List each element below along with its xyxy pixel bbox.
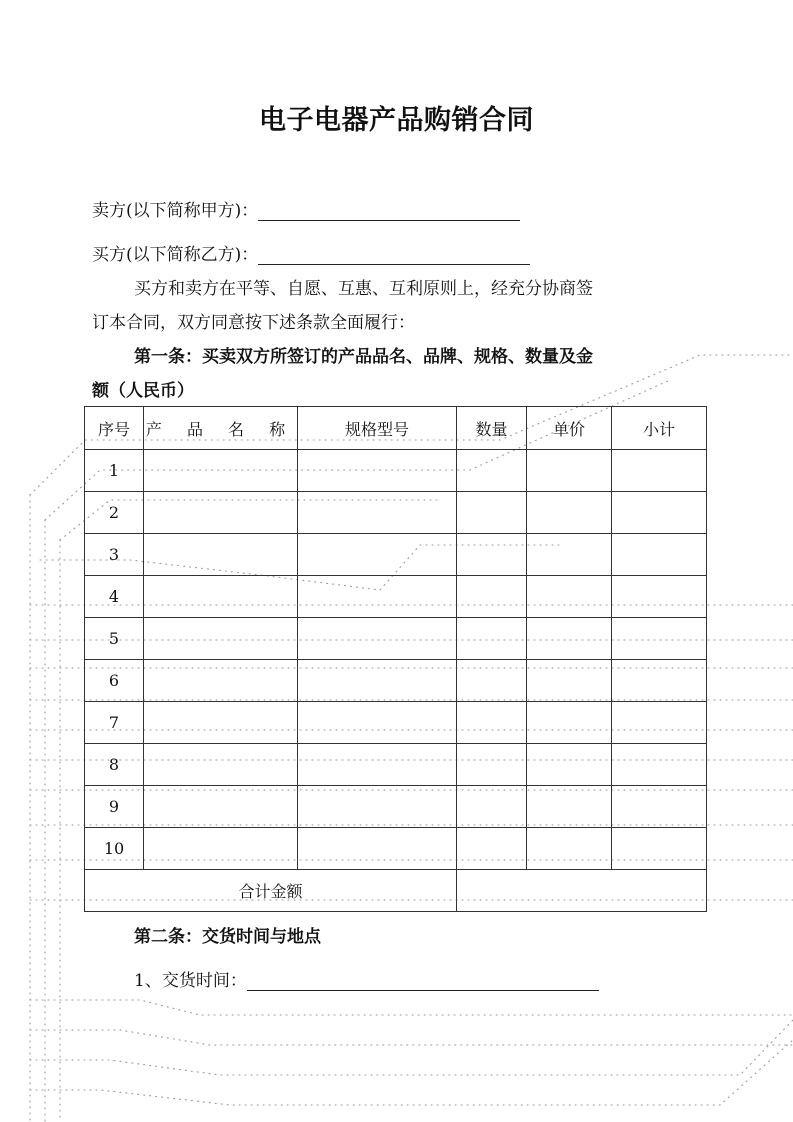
seller-label: 卖方(以下简称甲方)：: [92, 201, 259, 221]
spec-cell[interactable]: [298, 450, 457, 492]
spec-cell[interactable]: [298, 492, 457, 534]
unit-price-cell[interactable]: [527, 618, 612, 660]
product-name-cell[interactable]: [144, 492, 298, 534]
intro-line-2: 订本合同，双方同意按下述条款全面履行：: [92, 313, 415, 333]
product-name-cell[interactable]: [144, 534, 298, 576]
document-title: 电子电器产品购销合同: [259, 105, 534, 136]
total-amount-cell[interactable]: [457, 870, 707, 912]
spec-cell[interactable]: [298, 534, 457, 576]
table-row: [85, 702, 707, 744]
unit-price-cell[interactable]: [527, 450, 612, 492]
subtotal-cell[interactable]: [612, 492, 707, 534]
intro-line-1: 买方和卖方在平等、自愿、互惠、互利原则上，经充分协商签: [134, 279, 593, 299]
row-number: 4: [85, 576, 144, 618]
row-number: 10: [85, 828, 144, 870]
subtotal-cell[interactable]: [612, 618, 707, 660]
unit-price-cell[interactable]: [527, 786, 612, 828]
unit-price-cell[interactable]: [527, 660, 612, 702]
spec-cell[interactable]: [298, 744, 457, 786]
table-row: [85, 492, 707, 534]
seller-name-field[interactable]: [258, 202, 520, 221]
article-1-line-1: 第一条：买卖双方所签订的产品品名、品牌、规格、数量及金: [134, 347, 593, 367]
spec-cell[interactable]: [298, 660, 457, 702]
intro-paragraph: [92, 272, 707, 340]
row-number: 2: [85, 492, 144, 534]
seller-line: [92, 196, 520, 221]
buyer-name-field[interactable]: [258, 246, 530, 265]
unit-price-cell[interactable]: [527, 702, 612, 744]
product-name-cell[interactable]: [144, 618, 298, 660]
spec-cell[interactable]: [298, 576, 457, 618]
spec-cell[interactable]: [298, 702, 457, 744]
table-row: [85, 450, 707, 492]
subtotal-cell[interactable]: [612, 828, 707, 870]
unit-price-cell[interactable]: [527, 534, 612, 576]
header-unit-price: 单价: [527, 407, 612, 450]
quantity-cell[interactable]: [457, 492, 527, 534]
product-name-cell[interactable]: [144, 576, 298, 618]
row-number: 3: [85, 534, 144, 576]
row-number: 5: [85, 618, 144, 660]
article-1-heading: [92, 340, 707, 408]
header-product-name: 产 品 名 称: [144, 407, 298, 450]
quantity-cell[interactable]: [457, 786, 527, 828]
subtotal-cell[interactable]: [612, 450, 707, 492]
row-number: 6: [85, 660, 144, 702]
quantity-cell[interactable]: [457, 828, 527, 870]
row-number: 1: [85, 450, 144, 492]
spec-cell[interactable]: [298, 618, 457, 660]
quantity-cell[interactable]: [457, 744, 527, 786]
table-row: [85, 534, 707, 576]
total-amount-label: 合计金额: [85, 870, 457, 912]
quantity-cell[interactable]: [457, 450, 527, 492]
product-name-cell[interactable]: [144, 786, 298, 828]
table-row: [85, 744, 707, 786]
article-2-heading: [92, 920, 707, 954]
article-2-title: 第二条：交货时间与地点: [134, 927, 321, 947]
header-quantity: 数量: [457, 407, 527, 450]
subtotal-cell[interactable]: [612, 702, 707, 744]
table-row: [85, 828, 707, 870]
table-row: [85, 786, 707, 828]
product-name-cell[interactable]: [144, 828, 298, 870]
quantity-cell[interactable]: [457, 618, 527, 660]
table-header-row: [85, 407, 707, 450]
spec-cell[interactable]: [298, 828, 457, 870]
quantity-cell[interactable]: [457, 534, 527, 576]
row-number: 8: [85, 744, 144, 786]
subtotal-cell[interactable]: [612, 786, 707, 828]
quantity-cell[interactable]: [457, 576, 527, 618]
unit-price-cell[interactable]: [527, 576, 612, 618]
table-row: [85, 576, 707, 618]
delivery-time-field[interactable]: [247, 972, 599, 991]
unit-price-cell[interactable]: [527, 828, 612, 870]
quantity-cell[interactable]: [457, 702, 527, 744]
product-table: [84, 406, 707, 912]
header-spec-model: 规格型号: [298, 407, 457, 450]
unit-price-cell[interactable]: [527, 492, 612, 534]
subtotal-cell[interactable]: [612, 534, 707, 576]
delivery-time-line: [134, 966, 599, 991]
product-name-cell[interactable]: [144, 744, 298, 786]
subtotal-cell[interactable]: [612, 744, 707, 786]
row-number: 7: [85, 702, 144, 744]
total-row: [85, 870, 707, 912]
table-row: [85, 660, 707, 702]
delivery-time-label: 1、交货时间：: [134, 971, 247, 991]
product-name-cell[interactable]: [144, 450, 298, 492]
buyer-line: [92, 240, 530, 265]
header-index: 序号: [85, 407, 144, 450]
buyer-label: 买方(以下简称乙方)：: [92, 245, 259, 265]
row-number: 9: [85, 786, 144, 828]
article-1-line-2: 额（人民币）: [92, 381, 194, 401]
product-name-cell[interactable]: [144, 702, 298, 744]
header-subtotal: 小计: [612, 407, 707, 450]
spec-cell[interactable]: [298, 786, 457, 828]
product-name-cell[interactable]: [144, 660, 298, 702]
subtotal-cell[interactable]: [612, 660, 707, 702]
unit-price-cell[interactable]: [527, 744, 612, 786]
subtotal-cell[interactable]: [612, 576, 707, 618]
quantity-cell[interactable]: [457, 660, 527, 702]
table-row: [85, 618, 707, 660]
